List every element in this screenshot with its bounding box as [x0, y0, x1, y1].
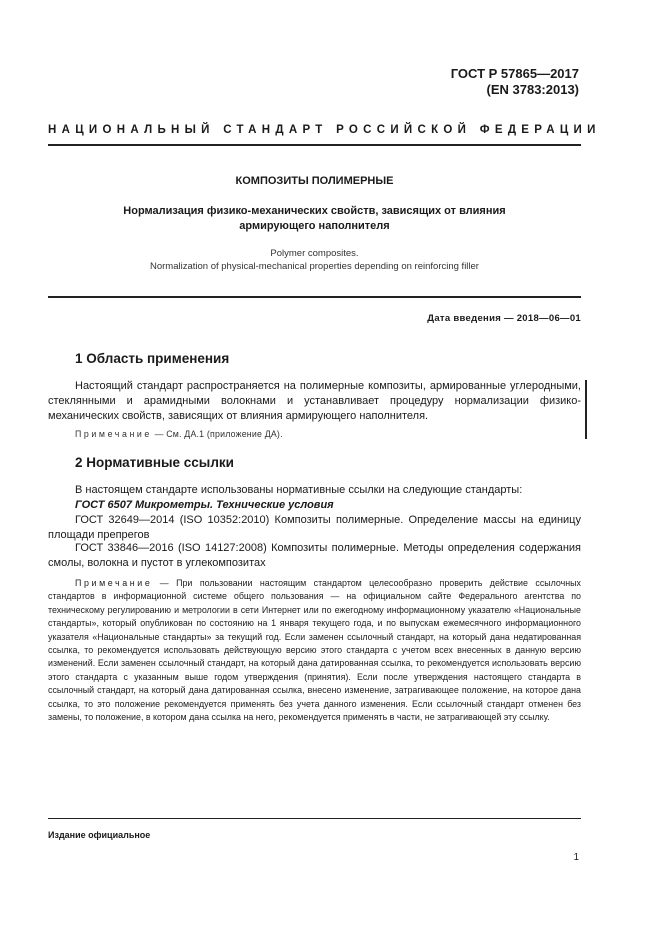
header-rule [48, 144, 581, 146]
subtitle-line: армирующего наполнителя [239, 220, 390, 232]
note-label: Примечание [75, 578, 153, 588]
change-bar [585, 380, 587, 439]
reference-gost-32649: ГОСТ 32649—2014 (ISO 10352:2010) Композиты полимерные. Определение массы на единицу площади препрегов [48, 514, 581, 541]
section-2-note [48, 577, 581, 724]
page-number: 1 [573, 852, 579, 863]
english-title [48, 247, 581, 273]
section-1-heading: 1 Область применения [75, 351, 230, 366]
section-2-intro: В настоящем стандарте использованы нормативные ссылки на следующие стандарты: [75, 484, 523, 496]
footer-rule [48, 818, 581, 819]
introduction-date: Дата введения — 2018—06—01 [427, 313, 581, 324]
standard-number: ГОСТ Р 57865—2017 [450, 66, 579, 81]
section-2-heading: 2 Нормативные ссылки [75, 455, 234, 470]
equivalent-standard: (EN 3783:2013) [486, 82, 579, 97]
english-title-line: Polymer composites. [270, 248, 359, 259]
english-title-line: Normalization of physical-mechanical properties depending on reinforcing filler [150, 261, 479, 272]
section-1-text: Настоящий стандарт распространяется на полимерные композиты, армированные углеродными, стеклянными и арамидными волокнами и устанавливает процедуру нормализации физико-механических свойств, зависящих от влияния армирующего наполнителя. [48, 380, 581, 422]
note-text: — См. ДА.1 (приложение ДА). [151, 429, 283, 439]
document-subtitle [48, 204, 581, 234]
section-1-note [75, 429, 283, 439]
note-label: Примечание [75, 429, 152, 439]
national-standard-title: НАЦИОНАЛЬНЫЙ СТАНДАРТ РОССИЙСКОЙ ФЕДЕРАЦИИ [48, 124, 601, 136]
note-text: — При пользовании настоящим стандартом целесообразно проверить действие ссылочных стандартов в информационной системе общего пользования — на официальном сайте Федерального агентства по техническому регулированию и метрологии в сети Интернет или по ежегодному информационному указателю «Национальные стандарты», который опубликован по состоянию на 1 января текущего года, и по выпускам ежемесячного информационного указателя «Национальные стандарты» за текущий год. Если заменен ссылочный стандарт, на который дана недатированная ссылка, то рекомендуется использовать действующую версию этого стандарта с учетом всех внесенных в данную версию изменений. Если заменен ссылочный стандарт, на который дана датированная ссылка, то рекомендуется использовать версию этого стандарта с указанным выше годом утверждения (принятия). Если после утверждения настоящего стандарта в ссылочный стандарт, на который дана датированная ссылка, внесено изменение, затрагивающее положение, на которое дана ссылка, то это положение рекомендуется применять без учета данного изменения. Если ссылочный стандарт отменен без замены, то положение, в котором дана ссылка на него, рекомендуется применять в части, не затрагивающей эту ссылку. [48, 578, 581, 723]
official-edition-label: Издание официальное [48, 830, 151, 840]
title-rule [48, 296, 581, 298]
reference-gost-6507: ГОСТ 6507 Микрометры. Технические условия [75, 499, 334, 511]
reference-gost-33846: ГОСТ 33846—2016 (ISO 14127:2008) Композиты полимерные. Методы определения содержания смолы, волокна и пустот в углекомпозитах [48, 542, 581, 569]
subtitle-line: Нормализация физико-механических свойств, зависящих от влияния [123, 205, 506, 217]
document-title: КОМПОЗИТЫ ПОЛИМЕРНЫЕ [235, 175, 394, 187]
standard-designation [451, 66, 579, 98]
